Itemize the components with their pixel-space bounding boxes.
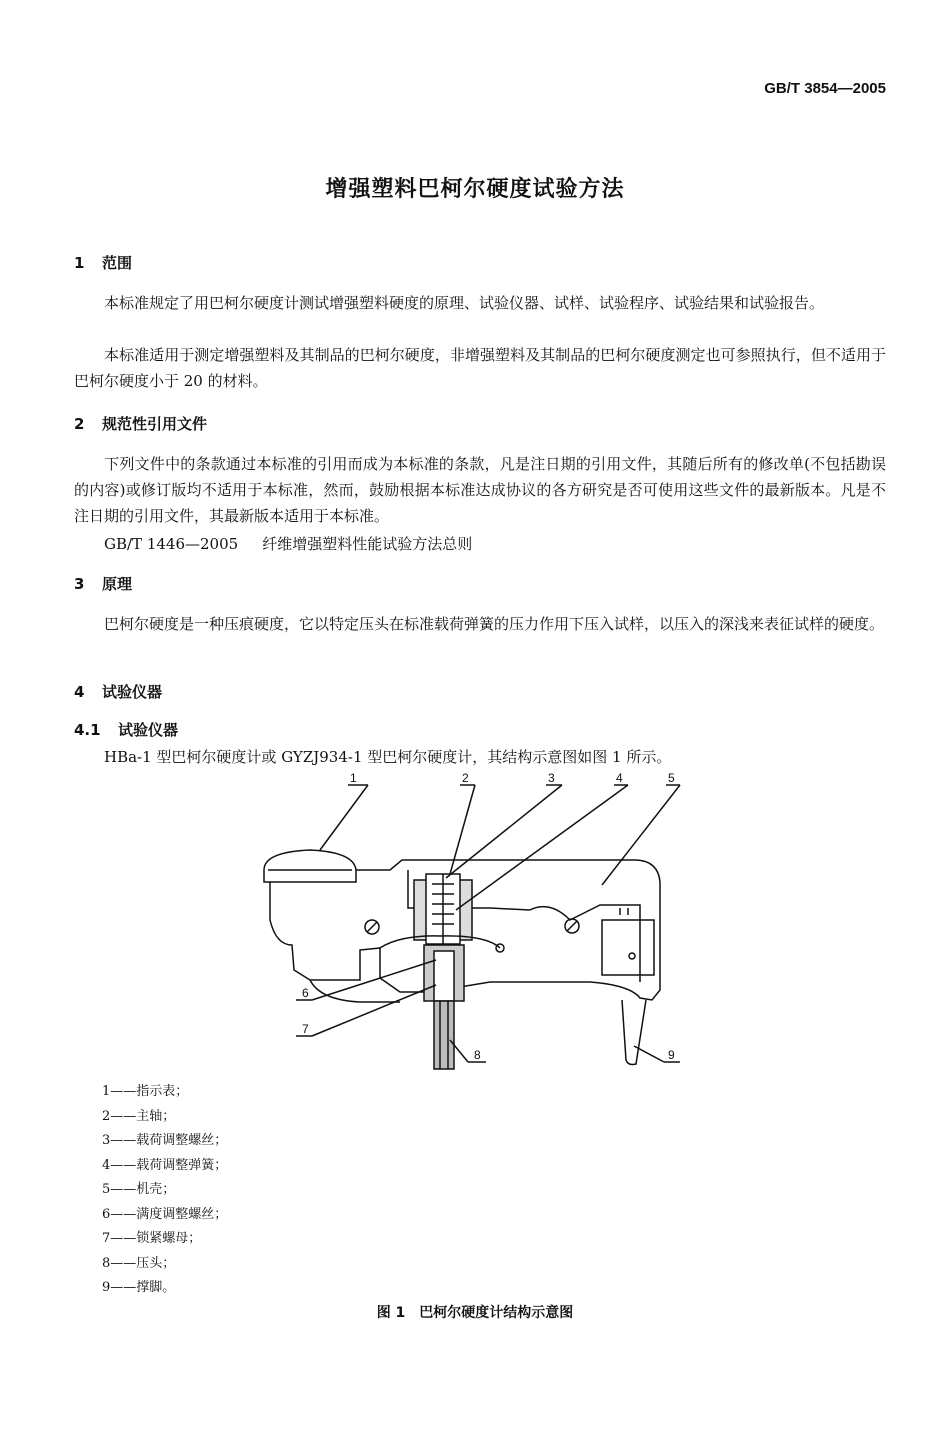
paragraph-references: 下列文件中的条款通过本标准的引用而成为本标准的条款，凡是注日期的引用文件，其随后所有的修改单(不包括勘误的内容)或修订版均不适用于本标准，然而，鼓励根据本标准达成协议的各方研究是否可使用这些文件的最新版本。凡是不注日期的引用文件，其最新版本适用于本标准。: [74, 455, 886, 525]
figure-label-6: 6: [302, 986, 309, 1000]
figure-label-8: 8: [474, 1048, 481, 1062]
paragraph-scope-1: 本标准规定了用巴柯尔硬度计测试增强塑料硬度的原理、试验仪器、试样、试验程序、试验结果和试验报告。: [104, 294, 825, 312]
legend-item: 9——撑脚。: [102, 1280, 176, 1295]
legend-item: 4——载荷调整弹簧；: [102, 1157, 228, 1173]
barcol-tester-diagram: [250, 770, 690, 1075]
figure-label-2: 2: [462, 771, 469, 785]
section-heading-2: 2 规范性引用文件: [74, 415, 208, 433]
support-leg-shape: [622, 1000, 646, 1065]
paragraph-apparatus: HBa-1 型巴柯尔硬度计或 GYZJ934-1 型巴柯尔硬度计，其结构示意图如图 1 所示。: [104, 748, 672, 766]
paragraph-principle: 巴柯尔硬度是一种压痕硬度，它以特定压头在标准载荷弹簧的压力作用下压入试样，以压入的深浅来表征试样的硬度。: [104, 615, 885, 633]
reference-item: GB/T 1446—2005 纤维增强塑料性能试验方法总则: [104, 535, 473, 553]
document-title: 增强塑料巴柯尔硬度试验方法: [325, 177, 625, 202]
section-heading-1: 1 范围: [74, 254, 133, 272]
figure-label-4: 4: [616, 771, 623, 785]
legend-item: 7——锁紧螺母；: [102, 1231, 202, 1246]
figure-label-1: 1: [350, 771, 357, 785]
section-heading-4-1: 4.1 试验仪器: [74, 721, 179, 739]
legend-item: 3——载荷调整螺丝；: [102, 1133, 228, 1148]
figure-label-9: 9: [668, 1048, 675, 1062]
indicator-dial-shape: [264, 850, 356, 882]
legend-item: 5——机壳；: [102, 1182, 176, 1197]
figure-label-5: 5: [668, 771, 675, 785]
paragraph-scope-2: 本标准适用于测定增强塑料及其制品的巴柯尔硬度，非增强塑料及其制品的巴柯尔硬度测定也可参照执行，但不适用于巴柯尔硬度小于 20 的材料。: [74, 346, 886, 390]
figure-legend: [102, 1080, 227, 1301]
legend-item: 8——压头；: [102, 1255, 176, 1271]
figure-caption: 图 1 巴柯尔硬度计结构示意图: [376, 1305, 574, 1321]
indenter-shape: [434, 1001, 454, 1069]
figure-label-3: 3: [548, 771, 555, 785]
side-plate-shape: [602, 920, 654, 975]
section-heading-3: 3 原理: [74, 575, 133, 593]
section-heading-4: 4 试验仪器: [74, 683, 163, 701]
legend-item: 6——满度调整螺丝；: [102, 1206, 228, 1222]
legend-item: 2——主轴；: [102, 1108, 176, 1124]
standard-code: GB/T 3854—2005: [764, 80, 886, 97]
legend-item: 1——指示表；: [102, 1084, 189, 1099]
figure-label-7: 7: [302, 1022, 309, 1036]
